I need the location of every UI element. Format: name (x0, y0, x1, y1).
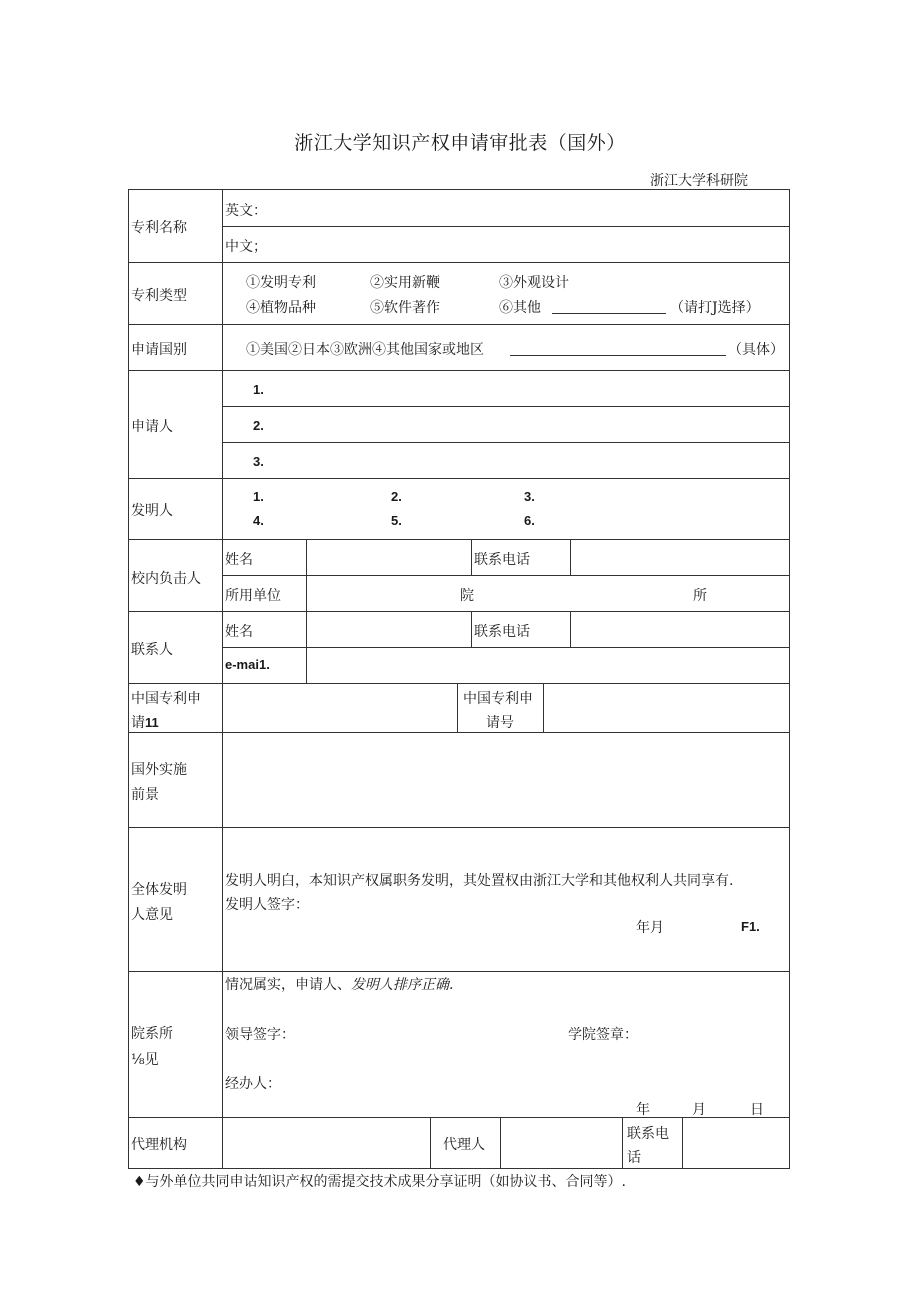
college-seal-label: 学院签章： (568, 1027, 638, 1043)
country-other-blank[interactable] (510, 339, 726, 356)
patent-type-option-invention[interactable]: ①发明专利 (246, 275, 316, 291)
patent-type-option-design[interactable]: ③外观设计 (499, 275, 569, 291)
footnote: ♦与外单位共同申诂知识产权的需提交技术成果分享证明（如协议书、合同等）. (133, 1174, 626, 1190)
country-options[interactable]: ①美国②日本③欧洲④其他国家或地区 (246, 342, 484, 358)
patent-type-label: 专利类型 (131, 288, 187, 304)
handler-sign-label: 经办人： (225, 1076, 281, 1092)
inventor-1[interactable]: 1. (253, 489, 264, 504)
inventors-opinion-label-line2: 人意见 (131, 907, 173, 923)
agent-label: 代理人 (443, 1137, 485, 1153)
country-note: （具体） (728, 342, 784, 358)
agency-label: 代理机构 (131, 1137, 187, 1153)
agency-phone-label-line1: 联系电 (627, 1126, 669, 1142)
inventor-3[interactable]: 3. (524, 489, 535, 504)
applicant-2[interactable]: 2. (253, 418, 264, 433)
applicant-1[interactable]: 1. (253, 382, 264, 397)
patent-name-en-field[interactable]: 英文： (225, 203, 267, 219)
school-lead-label: 校内负击人 (131, 571, 201, 587)
country-label: 申请国别 (131, 342, 187, 358)
dept-opinion-label-line2: ⅛见 (131, 1052, 159, 1068)
patent-type-option-software[interactable]: ⑤软件著作 (370, 300, 440, 316)
patent-type-option-plant[interactable]: ④植物品种 (246, 300, 316, 316)
dept-opinion-statement: 情况属实，申请人、发明人排序正确. (225, 977, 454, 993)
inventor-4[interactable]: 4. (253, 513, 264, 528)
cn-app-number-label-line1: 中国专利申 (463, 691, 533, 707)
school-lead-dept-label: 院 (460, 588, 474, 604)
prospect-label-line2: 前景 (131, 787, 159, 803)
dept-sign-month: 月 (692, 1102, 706, 1118)
patent-name-cn-field[interactable]: 中文； (225, 239, 267, 255)
leader-sign-label: 领导签字： (225, 1027, 295, 1043)
inventor-2[interactable]: 2. (391, 489, 402, 504)
inventor-sign-label: 发明人签字： (225, 897, 309, 913)
cn-app-number-label-line2: 请号 (486, 715, 514, 731)
contact-name-label: 姓名 (225, 624, 253, 640)
cn-app-label-line1: 中国专利申 (131, 691, 201, 707)
patent-type-option-other[interactable]: ⑥其他 (499, 300, 541, 316)
contact-phone-label: 联系电话 (474, 624, 530, 640)
inventor-sign-year-month: 年月 (636, 920, 664, 936)
inventor-label: 发明人 (131, 503, 173, 519)
school-lead-phone-label: 联系电话 (474, 552, 530, 568)
contact-email-label: e-mai1. (225, 657, 270, 672)
applicant-label: 申请人 (131, 419, 173, 435)
page-title: 浙江大学知识产权申请审批表（国外） (294, 132, 626, 154)
school-lead-unit-label: 所用单位 (225, 588, 281, 604)
applicant-3[interactable]: 3. (253, 454, 264, 469)
dept-opinion-label-line1: 院系所 (131, 1026, 173, 1042)
patent-name-label: 专利名称 (131, 220, 187, 236)
organization-label: 浙江大学科研院 (650, 173, 748, 189)
contact-label: 联系人 (131, 642, 173, 658)
prospect-label-line1: 国外实施 (131, 762, 187, 778)
dept-sign-year: 年 (636, 1102, 650, 1118)
inventors-statement: 发明人明白，本知识产权属职务发明，其处置权由浙江大学和其他权利人共同享有. (225, 873, 734, 889)
patent-type-note: （请打J选择） (670, 300, 760, 316)
dept-sign-day: 日 (750, 1102, 764, 1118)
inventor-5[interactable]: 5. (391, 513, 402, 528)
inventor-6[interactable]: 6. (524, 513, 535, 528)
agency-phone-label-line2: 话 (627, 1150, 641, 1166)
cn-app-label-line2: 请11 (131, 715, 159, 731)
patent-type-other-blank[interactable] (552, 297, 666, 314)
school-lead-name-label: 姓名 (225, 552, 253, 568)
inventors-opinion-label-line1: 全体发明 (131, 882, 187, 898)
patent-type-option-utility[interactable]: ②实用新鞭 (370, 275, 440, 291)
school-lead-inst-label: 所 (693, 588, 707, 604)
inventor-sign-day: F1. (741, 919, 760, 934)
